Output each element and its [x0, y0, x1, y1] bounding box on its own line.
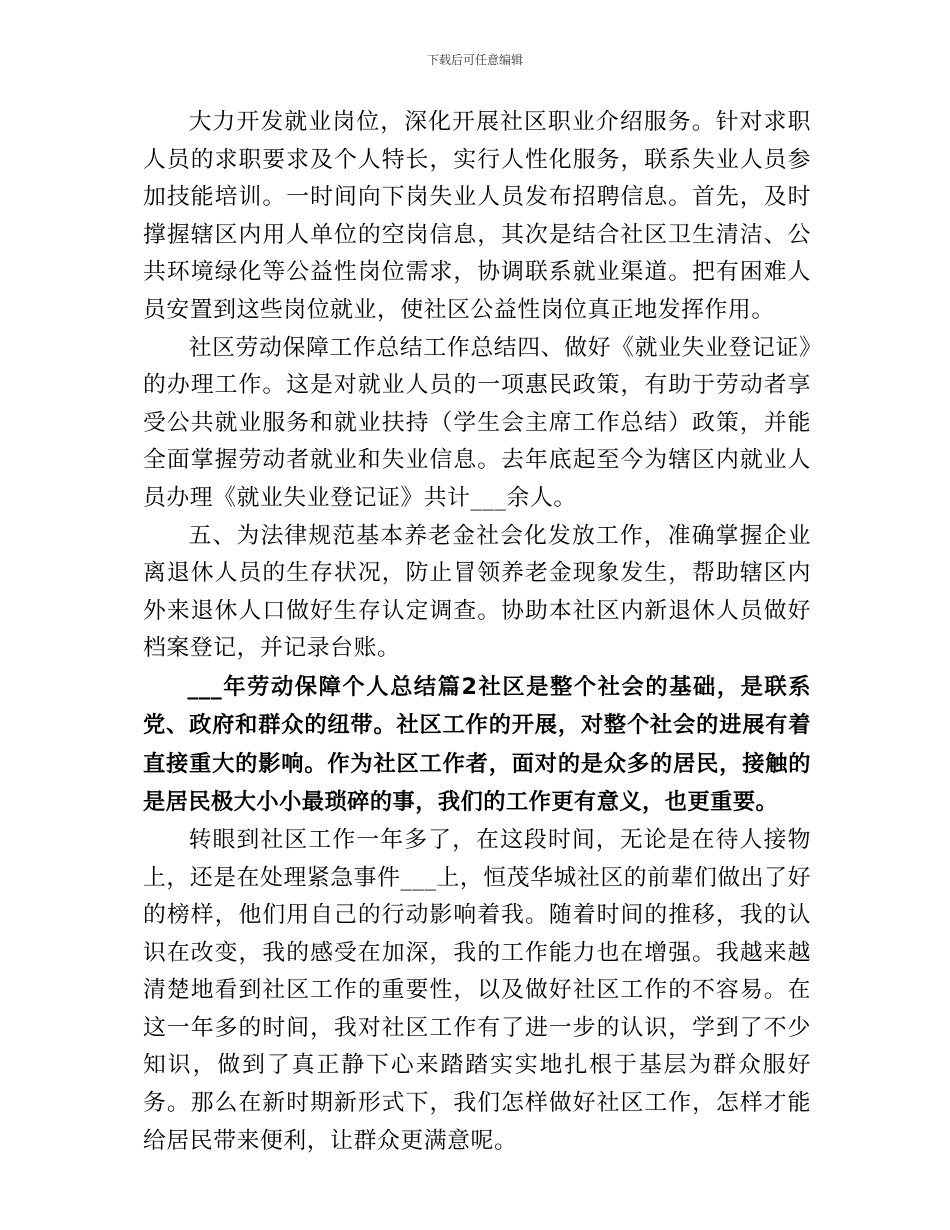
paragraph-employment-posts: 大力开发就业岗位，深化开展社区职业介绍服务。针对求职人员的求职要求及个人特长，实行人性化服务，联系失业人员参加技能培训。一时间向下岗失业人员发布招聘信息。首先，及时撑握辖区内用人单位的空岗信息，其次是结合社区卫生清洁、公共环境绿化等公益性岗位需求，协调联系就业渠道。把有困难人员安置到这些岗位就业，使社区公益性岗位真正地发挥作用。	[143, 109, 811, 323]
document-body	[143, 104, 811, 1160]
paragraph-registration-certificate: 社区劳动保障工作总结工作总结四、做好《就业失业登记证》的办理工作。这是对就业人员的一项惠民政策，有助于劳动者享受公共就业服务和就业扶持（学生会主席工作总结）政策，并能全面掌握劳动者就业和失业信息。去年底起至今为辖区内就业人员办理《就业失业登记证》共计___余人。	[143, 334, 811, 511]
paragraph-summary-heading: ___年劳动保障个人总结篇2社区是整个社会的基础，是联系党、政府和群众的纽带。社区工作的开展，对整个社会的进展有着直接重大的影响。作为社区工作者，面对的是众多的居民，接触的是居民极大小小最琐碎的事，我们的工作更有意义，也更重要。	[143, 673, 811, 816]
paragraph-pension-distribution: 五、为法律规范基本养老金社会化发放工作，准确掌握企业离退休人员的生存状况，防止冒领养老金现象发生，帮助辖区内外来退休人口做好生存认定调查。协助本社区内新退休人员做好档案登记，并记录台账。	[143, 522, 811, 662]
paragraph-work-experience: 转眼到社区工作一年多了，在这段时间，无论是在待人接物上，还是在处理紧急事件___上，恒茂华城社区的前辈们做出了好的榜样，他们用自己的行动影响着我。随着时间的推移，我的认识在改变，我的感受在加深，我的工作能力也在增强。我越来越清楚地看到社区工作的重要性，以及做好社区工作的不容易。在这一年多的时间，我对社区工作有了进一步的认识，学到了不少知识，做到了真正静下心来踏踏实实地扎根于基层为群众服好务。那么在新时期新形式下，我们怎样做好社区工作，怎样才能给居民带来便利，让群众更满意呢。	[143, 826, 811, 1154]
page-header-note: 下载后可任意编辑	[426, 53, 523, 67]
